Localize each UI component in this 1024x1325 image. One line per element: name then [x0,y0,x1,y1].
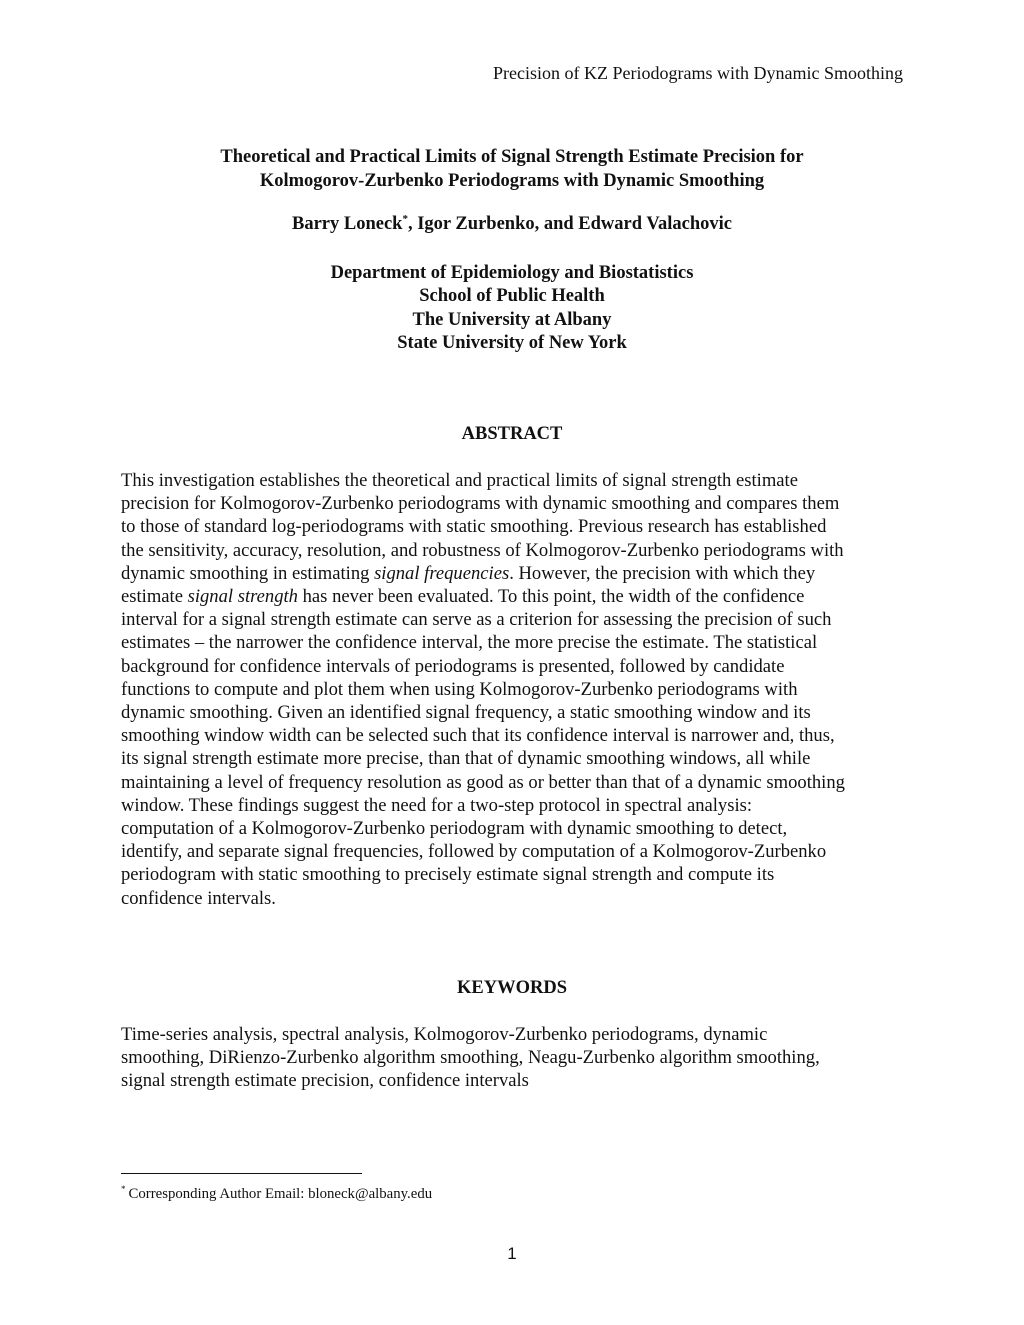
abstract-body [121,469,845,910]
abstract-line: confidence intervals. [121,887,276,909]
affiliation-line: State University of New York [397,332,627,353]
abstract-line: estimates – the narrower the confidence interval, the more precise the estimate. The statistical [121,632,818,654]
abstract-line: dynamic smoothing. Given an identified signal frequency, a static smoothing window and its [121,702,811,724]
keywords-line: Time-series analysis, spectral analysis, Kolmogorov-Zurbenko periodograms, dynamic [121,1024,768,1045]
abstract-line: interval for a signal strength estimate can serve as a criterion for assessing the precision of such [121,609,832,631]
abstract-line: periodogram with static smoothing to precisely estimate signal strength and compute its [121,864,775,886]
keywords-line: smoothing, DiRienzo-Zurbenko algorithm smoothing, Neagu-Zurbenko algorithm smoothing, [121,1047,820,1069]
affiliation-line: Department of Epidemiology and Biostatistics [330,263,694,283]
abstract-line: the sensitivity, accuracy, resolution, and robustness of Kolmogorov-Zurbenko periodograms with [121,539,844,561]
abstract-line: functions to compute and plot them when using Kolmogorov-Zurbenko periodograms with [121,678,798,700]
author-rest: , Igor Zurbenko, and Edward Valachovic [407,214,732,234]
title-line-1: Theoretical and Practical Limits of Signal Strength Estimate Precision for [220,147,804,167]
title-line-2: Kolmogorov-Zurbenko Periodograms with Dynamic Smoothing [259,170,765,191]
abstract-line: computation of a Kolmogorov-Zurbenko periodogram with dynamic smoothing to detect, [121,818,788,840]
author-footnote-mark: * [402,212,408,225]
abstract-emphasis-signal-frequencies: signal frequencies [374,562,510,584]
abstract-text: has never been evaluated. To this point, the width of the confidence [297,586,805,608]
abstract-heading: ABSTRACT [461,424,563,444]
abstract-line: its signal strength estimate more precise, than that of dynamic smoothing windows, all while [121,748,811,770]
page-number: 1 [507,1244,517,1263]
running-header: Precision of KZ Periodograms with Dynamic Smoothing [493,63,903,83]
abstract-text: estimate [121,586,188,608]
abstract-line: smoothing window width can be selected such that its confidence interval is narrower and, thus, [121,725,835,747]
affiliation-line: School of Public Health [419,286,605,307]
footnote-mark: * [121,1184,126,1195]
abstract-line: window. These findings suggest the need for a two-step protocol in spectral analysis: [121,794,753,816]
abstract-line: maintaining a level of frequency resolution as good as or better than that of a dynamic smoothing [121,771,845,793]
keywords-heading: KEYWORDS [457,978,567,998]
abstract-line: background for confidence intervals of periodograms is presented, followed by candidate [121,655,785,677]
footnote [121,1185,432,1203]
paper-title [0,146,1024,193]
abstract-text: dynamic smoothing in estimating [121,562,375,584]
abstract-line [121,585,845,608]
affiliation-block [0,262,1024,355]
abstract-text: . However, the precision with which they [509,562,816,584]
abstract-emphasis-signal-strength: signal strength [187,586,298,608]
footnote-divider [121,1173,362,1174]
author-list [0,213,1024,236]
abstract-line: to those of standard log-periodograms with static smoothing. Previous research has established [121,516,827,538]
affiliation-line: The University at Albany [412,309,612,330]
abstract-line: precision for Kolmogorov-Zurbenko periodograms with dynamic smoothing and compares them [121,493,840,515]
author-first: Barry Loneck [292,214,403,234]
keywords-body [121,1023,820,1093]
abstract-line: identify, and separate signal frequencies, followed by computation of a Kolmogorov-Zurbenko [121,841,827,863]
abstract-line [121,562,845,585]
keywords-line: signal strength estimate precision, confidence intervals [121,1070,529,1092]
abstract-line: This investigation establishes the theoretical and practical limits of signal strength estimate [121,470,798,491]
footnote-text: Corresponding Author Email: bloneck@albany.edu [128,1186,433,1202]
